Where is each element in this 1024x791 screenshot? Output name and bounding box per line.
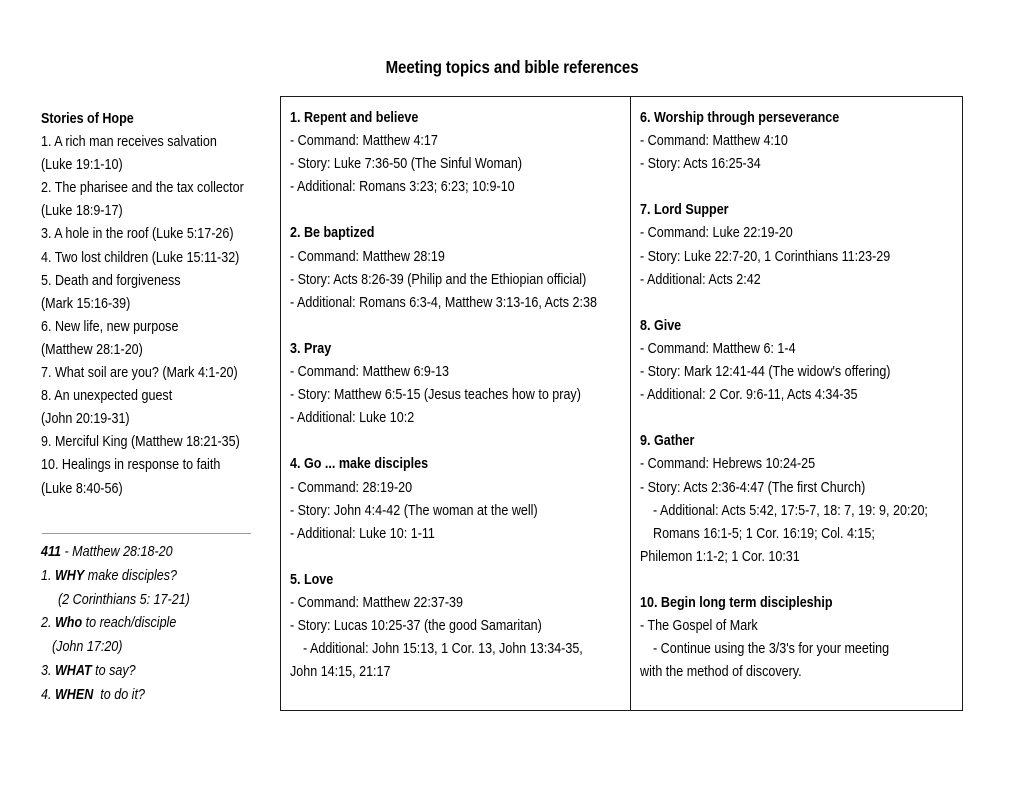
spacer bbox=[640, 292, 962, 315]
topic-detail-line bbox=[290, 523, 630, 546]
topic-heading bbox=[640, 199, 962, 222]
line-text: - Additional: Romans 3:23; 6:23; 10:9-10 bbox=[290, 179, 515, 196]
line-text: Romans 16:1-5; 1 Cor. 16:19; Col. 4:15; bbox=[653, 525, 875, 542]
line-text: 10. Healings in response to faith bbox=[41, 457, 221, 474]
story-line bbox=[41, 223, 281, 246]
four-eleven-item bbox=[41, 565, 286, 589]
story-line bbox=[41, 385, 281, 408]
line-text: - Command: 28:19-20 bbox=[290, 479, 413, 496]
line-text: - Story: Acts 16:25-34 bbox=[640, 156, 761, 173]
four-eleven-item bbox=[41, 589, 286, 613]
topics-column-right bbox=[631, 97, 962, 710]
line-text: (Luke 8:40-56) bbox=[41, 480, 123, 497]
line-text: (Luke 18:9-17) bbox=[41, 203, 123, 220]
line-text: 6. Worship through perseverance bbox=[640, 110, 840, 126]
topic-heading bbox=[640, 592, 962, 615]
topic-detail-line bbox=[290, 292, 630, 315]
topic-detail-line bbox=[640, 153, 962, 176]
story-line bbox=[41, 177, 281, 200]
line-text: 7. Lord Supper bbox=[640, 202, 729, 219]
line-text: 2. The pharisee and the tax collector bbox=[41, 180, 244, 197]
topic-detail-line bbox=[290, 130, 630, 153]
topic-heading bbox=[640, 107, 962, 130]
line-text: - Continue using the 3/3's for your meeting bbox=[653, 641, 890, 658]
line-text: - Story: Luke 22:7-20, 1 Corinthians 11:23-29 bbox=[640, 248, 891, 265]
story-line bbox=[41, 431, 281, 454]
topic-detail-line bbox=[640, 130, 962, 153]
topic-detail-line bbox=[640, 384, 962, 407]
topic-detail-line bbox=[640, 477, 962, 500]
topic-heading bbox=[640, 315, 962, 338]
line-text: 9. Merciful King (Matthew 18:21-35) bbox=[41, 434, 240, 451]
line-text: 10. Begin long term discipleship bbox=[640, 594, 833, 611]
topic-heading bbox=[290, 222, 630, 245]
story-line bbox=[41, 154, 281, 177]
story-line bbox=[41, 247, 281, 270]
topic-detail-line bbox=[290, 384, 630, 407]
topic-detail-line bbox=[290, 153, 630, 176]
story-line bbox=[41, 454, 281, 477]
stories-of-hope-column bbox=[41, 108, 281, 501]
line-text: 3. A hole in the roof (Luke 5:17-26) bbox=[41, 226, 234, 243]
line-text: - Command: Matthew 4:17 bbox=[290, 133, 438, 150]
line-text: - Command: Matthew 28:19 bbox=[290, 248, 445, 265]
topic-heading bbox=[640, 430, 962, 453]
page-title bbox=[0, 57, 1024, 78]
line-text: 2. Who to reach/disciple bbox=[41, 615, 177, 632]
topic-detail-line bbox=[640, 222, 962, 245]
line-text: 6. New life, new purpose bbox=[41, 318, 179, 335]
topics-table bbox=[280, 96, 963, 711]
topic-detail-line bbox=[640, 453, 962, 476]
spacer bbox=[290, 430, 630, 453]
story-line bbox=[41, 293, 281, 316]
topic-heading bbox=[290, 453, 630, 476]
line-text: 8. Give bbox=[640, 317, 682, 334]
spacer bbox=[290, 199, 630, 222]
topic-heading bbox=[290, 569, 630, 592]
topic-detail-line bbox=[290, 615, 630, 638]
page-title-text: Meeting topics and bible references bbox=[385, 57, 639, 77]
topics-column-middle bbox=[281, 97, 631, 710]
line-text: 8. An unexpected guest bbox=[41, 388, 173, 405]
line-text: 1. Repent and believe bbox=[290, 110, 419, 126]
topic-detail-line bbox=[290, 361, 630, 384]
line-text: (2 Corinthians 5: 17-21) bbox=[58, 591, 190, 608]
line-text: - Story: Matthew 6:5-15 (Jesus teaches how to pray) bbox=[290, 387, 581, 404]
topic-continuation-line bbox=[640, 523, 962, 546]
story-line bbox=[41, 131, 281, 154]
four-eleven-item bbox=[41, 660, 286, 684]
line-text: - Story: Lucas 10:25-37 (the good Samaritan) bbox=[290, 618, 542, 635]
topic-detail-line bbox=[290, 407, 630, 430]
topic-heading bbox=[290, 338, 630, 361]
topic-detail-line bbox=[290, 246, 630, 269]
topic-detail-line bbox=[290, 500, 630, 523]
topic-continuation-line bbox=[640, 638, 962, 661]
line-text: - Additional: Acts 2:42 bbox=[640, 271, 761, 288]
line-text: - Command: Luke 22:19-20 bbox=[640, 225, 793, 242]
line-text: 4. WHEN to do it? bbox=[41, 686, 145, 703]
line-text: - Story: John 4:4-42 (The woman at the well) bbox=[290, 502, 538, 519]
topic-detail-line bbox=[640, 546, 962, 569]
line-text: John 14:15, 21:17 bbox=[290, 664, 391, 681]
topic-detail-line bbox=[290, 592, 630, 615]
story-line bbox=[41, 316, 281, 339]
topic-detail-line bbox=[640, 246, 962, 269]
line-text: - Additional: John 15:13, 1 Cor. 13, John 13:34-35, bbox=[303, 641, 583, 658]
line-text: - Command: Hebrews 10:24-25 bbox=[640, 456, 816, 473]
four-eleven-item bbox=[41, 636, 286, 660]
line-text: (Luke 19:1-10) bbox=[41, 157, 123, 174]
line-text: (John 17:20) bbox=[52, 639, 123, 656]
line-text: (Matthew 28:1-20) bbox=[41, 341, 143, 358]
topic-detail-line bbox=[640, 661, 962, 684]
line-text: - Command: Matthew 6: 1-4 bbox=[640, 340, 796, 357]
line-text: - Additional: Luke 10: 1-11 bbox=[290, 525, 435, 542]
topic-detail-line bbox=[640, 615, 962, 638]
line-text: 1. WHY make disciples? bbox=[41, 567, 178, 584]
line-text: 1. A rich man receives salvation bbox=[41, 134, 217, 151]
four-eleven-item bbox=[41, 612, 286, 636]
topic-heading bbox=[290, 107, 630, 130]
line-text: - Story: Mark 12:41-44 (The widow's offering) bbox=[640, 364, 891, 381]
line-text: 2. Be baptized bbox=[290, 225, 375, 242]
topic-detail-line bbox=[640, 269, 962, 292]
line-text: - Story: Acts 8:26-39 (Philip and the Ethiopian official) bbox=[290, 271, 587, 288]
four-eleven-list bbox=[41, 565, 286, 708]
line-text: - Story: Acts 2:36-4:47 (The first Church) bbox=[640, 479, 866, 496]
spacer bbox=[640, 176, 962, 199]
topic-continuation-line bbox=[640, 500, 962, 523]
topic-detail-line bbox=[290, 269, 630, 292]
spacer bbox=[640, 569, 962, 592]
line-text: - Command: Matthew 22:37-39 bbox=[290, 594, 464, 611]
line-text: (John 20:19-31) bbox=[41, 411, 130, 428]
line-text: 9. Gather bbox=[640, 433, 695, 450]
line-text: - Additional: Luke 10:2 bbox=[290, 410, 415, 427]
topic-detail-line bbox=[640, 361, 962, 384]
topic-detail-line bbox=[290, 661, 630, 684]
four-eleven-item bbox=[41, 684, 286, 708]
line-text: Philemon 1:1-2; 1 Cor. 10:31 bbox=[640, 548, 800, 565]
four-eleven-block bbox=[41, 541, 286, 708]
line-text: - The Gospel of Mark bbox=[640, 618, 758, 635]
line-text: 4. Two lost children (Luke 15:11-32) bbox=[41, 249, 240, 266]
line-text: (Mark 15:16-39) bbox=[41, 295, 131, 312]
line-text: 5. Love bbox=[290, 571, 334, 588]
story-line bbox=[41, 270, 281, 293]
topic-detail-line bbox=[290, 477, 630, 500]
four-eleven-title: 411 - Matthew 28:18-20 bbox=[41, 544, 173, 560]
story-line bbox=[41, 478, 281, 501]
spacer bbox=[290, 546, 630, 569]
story-line bbox=[41, 362, 281, 385]
line-text: - Additional: Acts 5:42, 17:5-7, 18: 7, 19: 9, 20:20; bbox=[653, 502, 928, 519]
topic-detail-line bbox=[290, 176, 630, 199]
line-text: 3. Pray bbox=[290, 340, 332, 357]
story-line bbox=[41, 339, 281, 362]
story-line bbox=[41, 408, 281, 431]
spacer bbox=[290, 315, 630, 338]
line-text: 5. Death and forgiveness bbox=[41, 272, 181, 289]
line-text: 7. What soil are you? (Mark 4:1-20) bbox=[41, 365, 238, 382]
spacer bbox=[640, 407, 962, 430]
stories-of-hope-heading: Stories of Hope bbox=[41, 111, 134, 127]
line-text: 3. WHAT to say? bbox=[41, 662, 136, 679]
topic-detail-line bbox=[640, 338, 962, 361]
story-line bbox=[41, 200, 281, 223]
line-text: - Command: Matthew 6:9-13 bbox=[290, 364, 450, 381]
line-text: 4. Go ... make disciples bbox=[290, 456, 429, 473]
section-divider-rule bbox=[42, 533, 251, 534]
line-text: - Additional: 2 Cor. 9:6-11, Acts 4:34-35 bbox=[640, 387, 858, 404]
line-text: - Additional: Romans 6:3-4, Matthew 3:13-16, Acts 2:38 bbox=[290, 294, 597, 311]
stories-of-hope-list bbox=[41, 131, 281, 501]
line-text: with the method of discovery. bbox=[640, 664, 802, 681]
topic-continuation-line bbox=[290, 638, 630, 661]
line-text: - Story: Luke 7:36-50 (The Sinful Woman) bbox=[290, 156, 523, 173]
line-text: - Command: Matthew 4:10 bbox=[640, 133, 788, 150]
